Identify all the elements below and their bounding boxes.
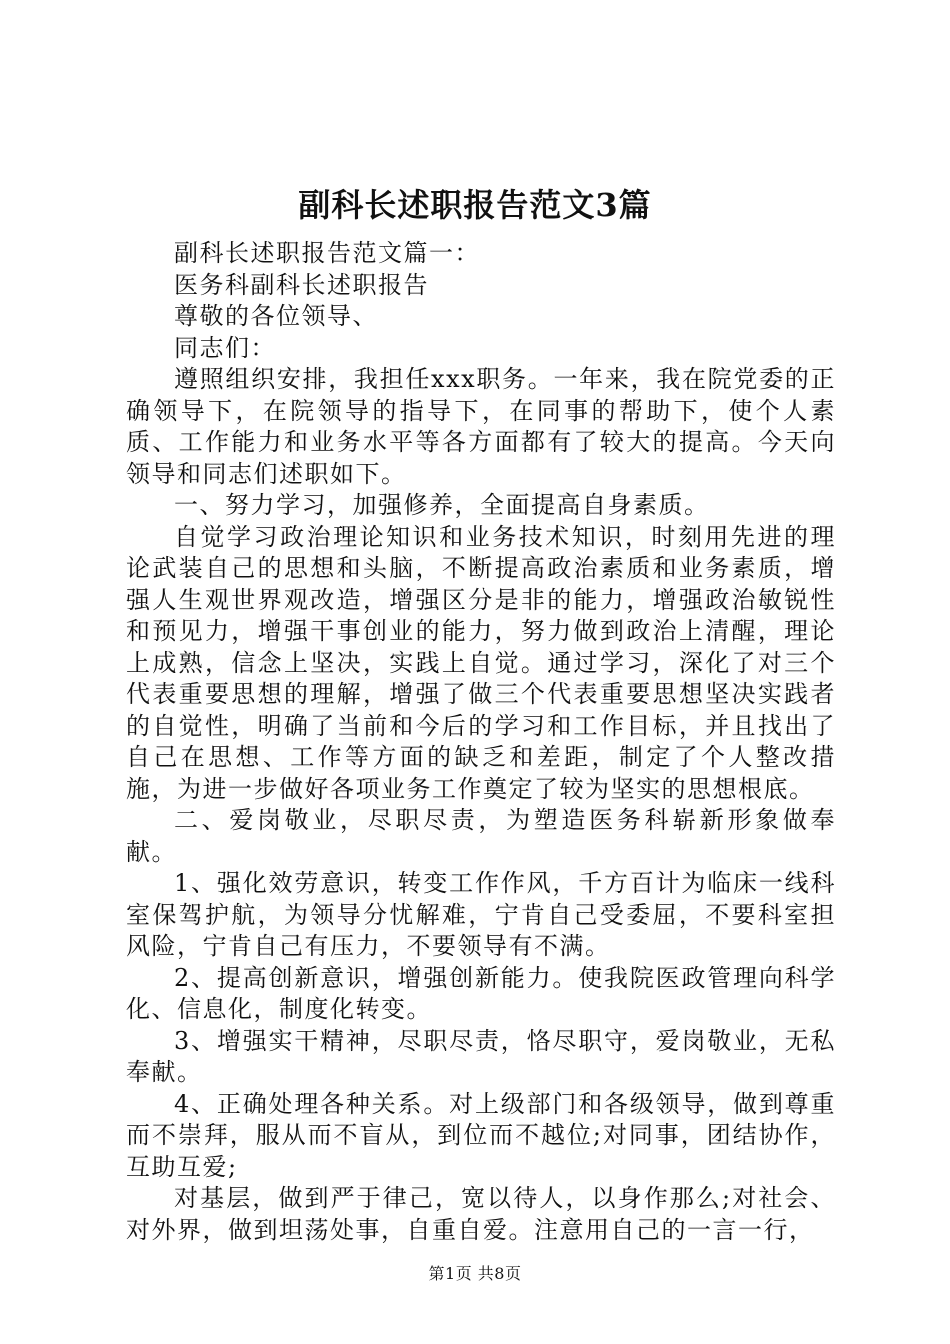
document-title: 副科长述职报告范文3篇 <box>298 186 652 224</box>
paragraph-item-4: 4、正确处理各种关系。对上级部门和各级领导，做到尊重而不崇拜，服从而不盲从，到位而不越位;对同事，团结协作，互助互爱; <box>126 1089 836 1181</box>
paragraph-item-2: 2、提高创新意识，增强创新能力。使我院医政管理向科学化、信息化，制度化转变。 <box>126 963 836 1023</box>
paragraph-item-1: 1、强化效劳意识，转变工作作风，千方百计为临床一线科室保驾护航，为领导分忧解难，宁肯自己受委屈，不要科室担风险，宁肯自己有压力，不要领导有不满。 <box>126 869 836 960</box>
paragraph-heading-1: 一、努力学习，加强修养，全面提高自身素质。 <box>174 491 710 519</box>
paragraph-section-heading: 副科长述职报告范文篇一： <box>174 239 480 267</box>
paragraph-salutation-1: 尊敬的各位领导、 <box>174 302 378 330</box>
paragraph-salutation-2: 同志们： <box>174 333 276 362</box>
paragraph-grassroots: 对基层，做到严于律己，宽以待人，以身作那么;对社会、对外界，做到坦荡处事，自重自爱。注意用自己的一言一行， <box>126 1184 836 1244</box>
page-footer: 第1页 共8页 <box>428 1264 522 1283</box>
paragraph-item-3: 3、增强实干精神，尽职尽责，恪尽职守，爱岗敬业，无私奉献。 <box>126 1026 836 1086</box>
paragraph-study: 自觉学习政治理论知识和业务技术知识，时刻用先进的理论武装自己的思想和头脑，不断提高政治素质和业务素质，增强人生观世界观改造，增强区分是非的能力，增强政治敏锐性和预见力，增强干事创业的能力，努力做到政治上清醒，理论上成熟，信念上坚决，实践上自觉。通过学习，深化了对三个代表重要思想的理解，增强了做三个代表重要思想坚决实践者的自觉性，明确了当前和今后的学习和工作目标，并且找出了自己在思想、工作等方面的缺乏和差距，制定了个人整改措施，为进一步做好各项业务工作奠定了较为坚实的思想根底。 <box>126 522 836 803</box>
document-body <box>126 238 836 1246</box>
paragraph-intro: 遵照组织安排，我担任xxx职务。一年来，我在院党委的正确领导下，在院领导的指导下，在同事的帮助下，使个人素质、工作能力和业务水平等各方面都有了较大的提高。今天向领导和同志们述职如下。 <box>126 365 836 488</box>
paragraph-report-title: 医务科副科长述职报告 <box>174 270 429 299</box>
paragraph-heading-2: 二、爱岗敬业，尽职尽责，为塑造医务科崭新形象做奉献。 <box>126 806 836 866</box>
